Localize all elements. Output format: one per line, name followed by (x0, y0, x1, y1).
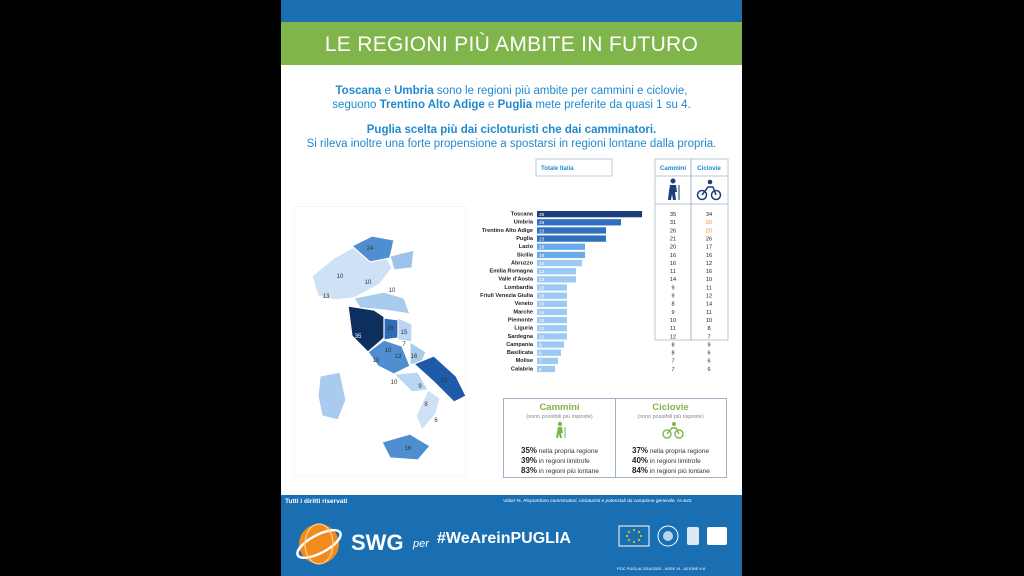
ciclovie-stat (632, 456, 701, 465)
hiker-header-icon (668, 179, 679, 201)
total-header-label: Totale Italia (541, 166, 574, 172)
bar-value-label: 9 (539, 343, 542, 349)
stat-text: nella propria regione (537, 448, 599, 455)
cammini-value: 8 (671, 350, 675, 357)
bar-value-label: 16 (539, 253, 545, 259)
stat-text: in regioni limitrofe (648, 458, 701, 465)
ciclovie-summary-note: (sono possibili più risposte) (637, 414, 704, 420)
page-title: LE REGIONI PIÙ AMBITE IN FUTURO (281, 22, 742, 65)
bar-value-label: 10 (539, 302, 545, 308)
cammini-value: 9 (671, 285, 675, 292)
region-label: Sardegna (507, 333, 533, 340)
cammini-stat (521, 446, 598, 455)
bar-value-label: 10 (539, 294, 545, 300)
region-label: Toscana (510, 211, 533, 218)
map-value-label: 10 (384, 348, 392, 354)
cammini-value: 11 (670, 326, 676, 333)
cammini-value: 9 (671, 309, 675, 316)
cyclist-header-icon (698, 180, 721, 200)
bar-value-label: 6 (539, 367, 542, 373)
region-label: Emilia Romagna (489, 268, 533, 275)
infographic-card (281, 0, 742, 576)
bar-value-label: 8 (539, 351, 542, 357)
cammini-summary-note: (sono possibili più risposte) (526, 414, 593, 420)
bar-value-label: 28 (539, 221, 545, 227)
swg-brand: SWG (351, 530, 404, 555)
ciclovie-value: 16 (705, 252, 713, 259)
cammini-summary-title: Cammini (539, 402, 580, 413)
region-label: Valle d'Aosta (498, 276, 533, 283)
ciclovie-value: 8 (707, 326, 711, 333)
cammini-value: 35 (669, 212, 677, 218)
ciclovie-value: 6 (707, 366, 711, 373)
bar (537, 211, 642, 217)
ciclovie-value: 9 (707, 342, 711, 349)
hashtag-text: #WeAreinPUGLIA (437, 530, 571, 547)
intro-line-1: Toscana e Umbria sono le regioni più ambite per cammini e ciclovie, (335, 85, 688, 97)
cammini-value: 16 (669, 260, 677, 267)
swg-logo-icon (293, 520, 345, 568)
map-value-label: 28 (386, 326, 394, 332)
source-note: Valori %. Rispondono camminatori, cicloturisti e potenziali da campione generale. N=643 (503, 499, 692, 504)
cammini-value: 11 (670, 269, 676, 276)
cammini-stat (521, 456, 590, 465)
bar-value-label: 13 (539, 278, 545, 284)
region-label: Molise (515, 358, 533, 365)
region-label: Basilicata (506, 350, 533, 357)
bar-value-label: 23 (539, 229, 545, 235)
ciclovie-summary-title: Ciclovie (652, 402, 689, 413)
bar-value-label: 7 (539, 359, 542, 365)
map-value-label: 16 (404, 446, 412, 452)
ciclovie-value: 10 (705, 317, 713, 324)
ciclovie-value: 11 (706, 309, 712, 316)
rights-text: Tutti i diritti riservati (285, 498, 348, 505)
intro-line-4: Si rileva inoltre una forte propensione a spostarsi in regioni lontane dalla propria. (306, 138, 717, 150)
map-value-label: 24 (366, 246, 374, 252)
stat-text: in regioni più lontane (648, 468, 710, 475)
cammini-value: 20 (669, 244, 677, 251)
cammini-value: 26 (669, 228, 677, 235)
stat-percent: 35% (521, 446, 538, 455)
map-value-label: 13 (394, 354, 402, 360)
ciclovie-value: 17 (705, 244, 713, 251)
intro-line-2: seguono Trentino Alto Adige e Puglia mete preferite da quasi 1 su 4. (332, 99, 691, 111)
cyclist-icon (662, 421, 684, 439)
summary-box (503, 398, 727, 478)
region-label: Friuli Venezia Giulia (480, 293, 533, 299)
region-label: Campania (506, 341, 533, 348)
ciclovie-value: 34 (705, 212, 713, 218)
bar (537, 235, 606, 241)
ciclovie-value: 14 (705, 301, 713, 308)
ciclovie-value: 26 (705, 236, 713, 243)
stat-percent: 39% (521, 456, 538, 465)
map-value-label: 10 (388, 288, 396, 294)
ciclovie-stat (632, 466, 710, 475)
region-label: Lazio (518, 244, 533, 251)
per-text: per (413, 538, 429, 550)
cammini-value: 31 (669, 220, 677, 227)
stat-percent: 37% (632, 446, 649, 455)
stat-text: in regioni limitrofe (537, 458, 590, 465)
region-label: Veneto (514, 301, 533, 308)
cammini-value: 10 (669, 317, 677, 324)
ciclovie-value: 10 (705, 277, 713, 284)
stat-percent: 40% (632, 456, 649, 465)
ciclovie-value: 16 (705, 269, 713, 276)
ciclovie-value: 7 (707, 334, 711, 341)
region-label: Sicilia (516, 252, 533, 259)
region-label: Umbria (513, 219, 533, 226)
bar-value-label: 10 (539, 310, 545, 316)
map-value-label: 23 (440, 378, 448, 384)
bar-value-label: 10 (539, 286, 545, 292)
map-value-label: 35 (354, 334, 362, 340)
region-label: Liguria (514, 325, 533, 332)
stat-percent: 84% (632, 466, 649, 475)
cammini-header: Cammini (659, 165, 687, 172)
ciclovie-value: 6 (707, 350, 711, 357)
map-value-label: 10 (336, 274, 344, 280)
cammini-value: 7 (671, 366, 675, 373)
italy-map (294, 206, 466, 476)
cammini-value: 16 (669, 252, 677, 259)
ciclovie-value: 20 (705, 220, 713, 227)
bar-value-label: 16 (539, 245, 545, 251)
region-label: Abruzzo (510, 260, 533, 267)
ciclovie-value: 12 (705, 293, 713, 300)
ciclovie-value: 11 (706, 285, 712, 292)
region-label: Trentino Alto Adige (481, 227, 533, 234)
map-value-label: 8 (424, 402, 428, 408)
region-label: Lombardia (504, 284, 533, 291)
stat-percent: 83% (521, 466, 538, 475)
cammini-value: 12 (669, 334, 677, 341)
region-label: Piemonte (507, 317, 533, 324)
cammini-value: 8 (671, 301, 675, 308)
map-value-label: 6 (434, 418, 438, 424)
map-value-label: 10 (390, 380, 398, 386)
bar (537, 227, 606, 233)
map-value-label: 16 (410, 354, 418, 360)
cammini-value: 9 (671, 293, 675, 300)
bar-value-label: 10 (539, 327, 545, 333)
ciclovie-value: 6 (707, 358, 711, 365)
ciclovie-stat (632, 446, 709, 455)
bar-value-label: 35 (539, 213, 545, 218)
poc-text: POC PUGLIA 2014/2020 - ASSE VI - AZIONE 6.8 (617, 566, 706, 571)
map-value-label: 13 (322, 294, 330, 300)
ciclovie-value: 12 (705, 260, 713, 267)
region-label: Calabria (510, 366, 533, 373)
map-value-label: 7 (402, 342, 406, 348)
hiker-icon (552, 421, 568, 439)
region-label: Puglia (516, 235, 533, 242)
bar-value-label: 23 (539, 237, 545, 243)
cammini-value: 21 (669, 236, 677, 243)
ciclovie-header: Ciclovie (697, 165, 721, 172)
stat-text: nella propria regione (648, 448, 710, 455)
intro-line-3: Puglia scelta più dai cicloturisti che dai camminatori. (366, 124, 657, 136)
cammini-stat (521, 466, 599, 475)
bar (537, 219, 621, 225)
cammini-value: 14 (669, 277, 677, 284)
bar-value-label: 10 (539, 335, 545, 341)
cammini-value: 8 (671, 342, 675, 349)
stat-text: in regioni più lontane (537, 468, 599, 475)
content-panel (281, 22, 742, 495)
map-value-label: 10 (364, 280, 372, 286)
region-label: Marche (513, 309, 533, 316)
map-value-label: 9 (418, 384, 422, 390)
bar-value-label: 10 (539, 318, 545, 324)
bar-value-label: 13 (539, 270, 545, 276)
map-value-label: 15 (400, 330, 408, 336)
ciclovie-value: 20 (705, 228, 713, 235)
map-value-label: 10 (372, 358, 380, 364)
partner-logos (617, 524, 729, 554)
bar-value-label: 15 (539, 261, 545, 267)
cammini-value: 7 (671, 358, 675, 365)
